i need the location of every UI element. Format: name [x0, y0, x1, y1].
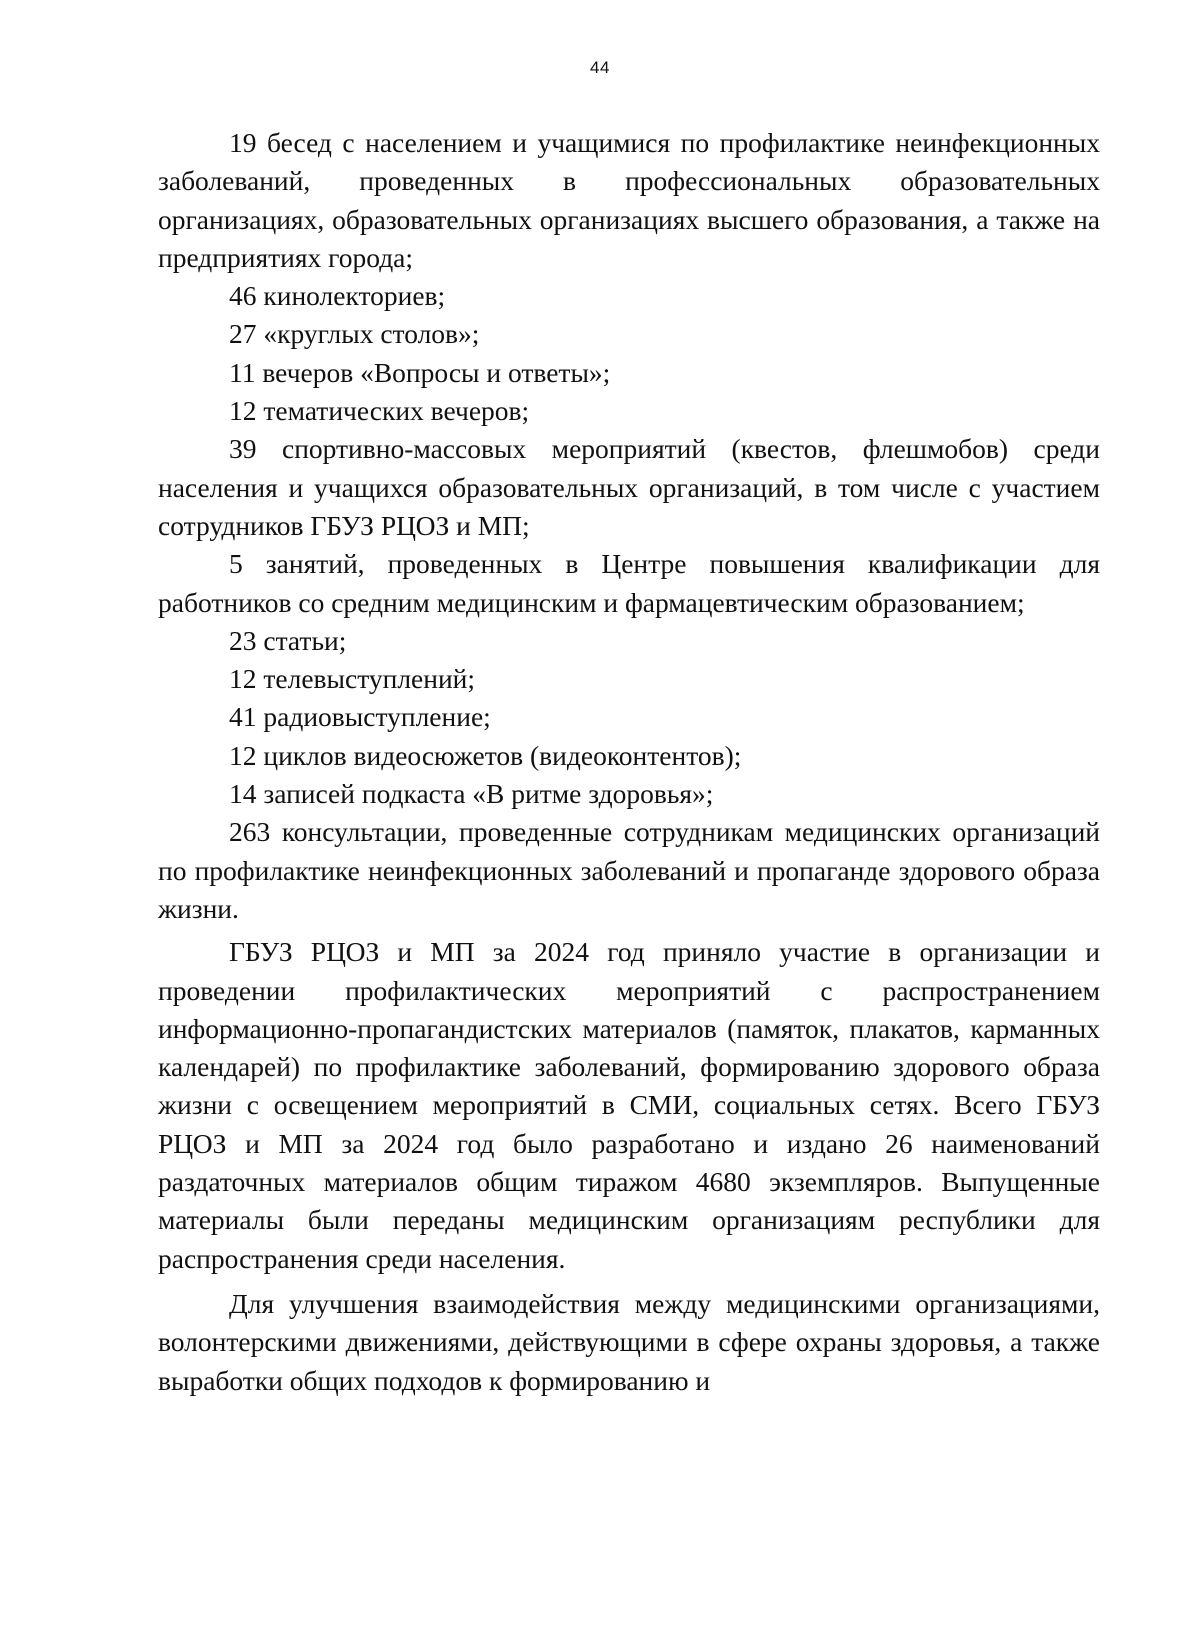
list-item-qa-evenings: 11 вечеров «Вопросы и ответы»; [229, 356, 611, 388]
list-item-podcast-records: 14 записей подкаста «В ритме здоровья»; [229, 778, 714, 810]
paragraph-sports-events: 39 спортивно-массовых мероприятий (квестов, флешмобов) среди населения и учащихся образовательных организаций, в том числе с участием сотрудников ГБУЗ РЦОЗ и МП; [158, 433, 1100, 541]
paragraph-talks: 19 бесед с населением и учащимися по профилактике неинфекционных заболеваний, проведенных в профессиональных образовательных организациях, образовательных организациях высшего образования, а также на предприятиях города; [158, 127, 1100, 273]
paragraph-materials-distribution: ГБУЗ РЦОЗ и МП за 2024 год приняло участие в организации и проведении профилактических мероприятий с распространением информационно-пропагандистских материалов (памяток, плакатов, карманных календарей) по профилактике заболеваний, формированию здорового образа жизни с освещением мероприятий в СМИ, социальных сетях. Всего ГБУЗ РЦОЗ и МП за 2024 год было разработано и издано 26 наименований раздаточных материалов общим тиражом 4680 экземпляров. Выпущенные материалы были переданы медицинским организациям республики для распространения среди населения. [158, 936, 1100, 1274]
list-item-tv-appearances: 12 телевыступлений; [229, 663, 476, 695]
paragraph-interaction: Для улучшения взаимодействия между медицинскими организациями, волонтерскими движениями, действующими в сфере охраны здоровья, а также выработки общих подходов к формированию и [158, 1287, 1100, 1396]
list-item-thematic-evenings: 12 тематических вечеров; [229, 395, 530, 427]
list-item-film-lectures: 46 кинолекториев; [229, 280, 446, 312]
list-item-round-tables: 27 «круглых столов»; [229, 318, 480, 350]
list-item-video-cycles: 12 циклов видеосюжетов (видеоконтентов); [229, 739, 742, 771]
list-item-radio-appearances: 41 радиовыступление; [229, 701, 491, 733]
paragraph-consultations: 263 консультации, проведенные сотрудникам медицинских организаций по профилактике неинфекционных заболеваний и пропаганде здорового образа жизни. [158, 816, 1100, 924]
list-item-articles: 23 статьи; [229, 624, 347, 656]
paragraph-training-sessions: 5 занятий, проведенных в Центре повышения квалификации для работников со средним медицинским и фармацевтическим образованием; [158, 548, 1100, 618]
document-body [158, 124, 1100, 1400]
page-number: 44 [590, 58, 610, 77]
